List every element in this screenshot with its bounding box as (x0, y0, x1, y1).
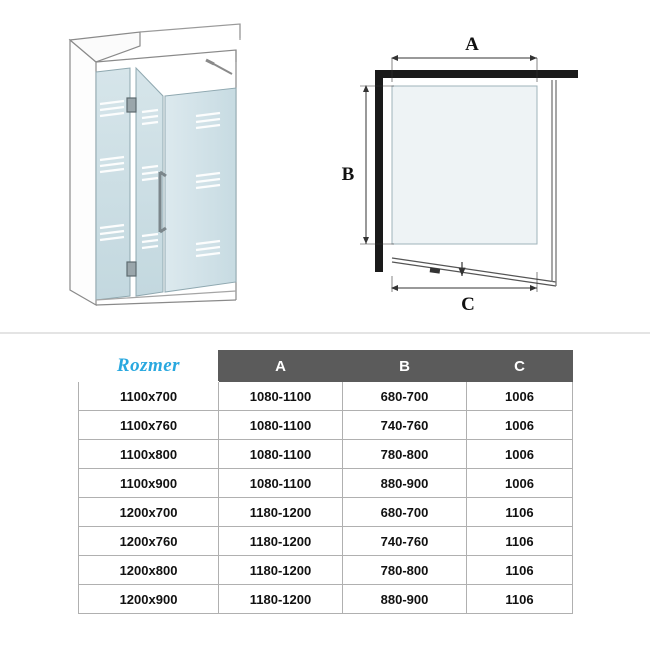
dimensions-table (78, 350, 573, 614)
cell-a: 1180-1200 (219, 498, 343, 527)
cell-c: 1106 (467, 498, 573, 527)
cell-a: 1080-1100 (219, 382, 343, 411)
cell-c: 1106 (467, 556, 573, 585)
cell-a: 1180-1200 (219, 556, 343, 585)
cell-a: 1180-1200 (219, 585, 343, 614)
cell-a: 1080-1100 (219, 469, 343, 498)
table-row (79, 498, 573, 527)
table-body (79, 382, 573, 614)
cell-size: 1100x900 (79, 469, 219, 498)
plan-view (360, 58, 578, 292)
label-c: C (461, 294, 475, 315)
cell-b: 680-700 (343, 382, 467, 411)
brand-label: Rozmer (79, 351, 219, 382)
column-header-b: B (343, 351, 467, 382)
cell-b: 680-700 (343, 498, 467, 527)
cell-c: 1106 (467, 527, 573, 556)
cell-b: 740-760 (343, 411, 467, 440)
cell-a: 1080-1100 (219, 440, 343, 469)
column-header-a: A (219, 351, 343, 382)
cell-b: 780-800 (343, 440, 467, 469)
table-row (79, 469, 573, 498)
cell-size: 1100x760 (79, 411, 219, 440)
cell-size: 1100x700 (79, 382, 219, 411)
cell-size: 1200x700 (79, 498, 219, 527)
cell-c: 1006 (467, 440, 573, 469)
cell-b: 780-800 (343, 556, 467, 585)
table-row (79, 556, 573, 585)
table-row (79, 440, 573, 469)
dimensions-table-wrapper (78, 350, 572, 614)
table-row (79, 527, 573, 556)
cell-size: 1200x760 (79, 527, 219, 556)
cell-b: 880-900 (343, 585, 467, 614)
cell-b: 880-900 (343, 469, 467, 498)
cell-a: 1180-1200 (219, 527, 343, 556)
cell-size: 1100x800 (79, 440, 219, 469)
column-header-c: C (467, 351, 573, 382)
table-header-row (79, 351, 573, 382)
cell-size: 1200x800 (79, 556, 219, 585)
cell-c: 1106 (467, 585, 573, 614)
cell-size: 1200x900 (79, 585, 219, 614)
cell-c: 1006 (467, 382, 573, 411)
label-a: A (465, 34, 479, 55)
cell-c: 1006 (467, 469, 573, 498)
cell-a: 1080-1100 (219, 411, 343, 440)
cell-b: 740-760 (343, 527, 467, 556)
cell-c: 1006 (467, 411, 573, 440)
label-b: B (341, 164, 355, 185)
table-row (79, 382, 573, 411)
enclosure-3d (70, 24, 240, 305)
table-row (79, 411, 573, 440)
table-row (79, 585, 573, 614)
